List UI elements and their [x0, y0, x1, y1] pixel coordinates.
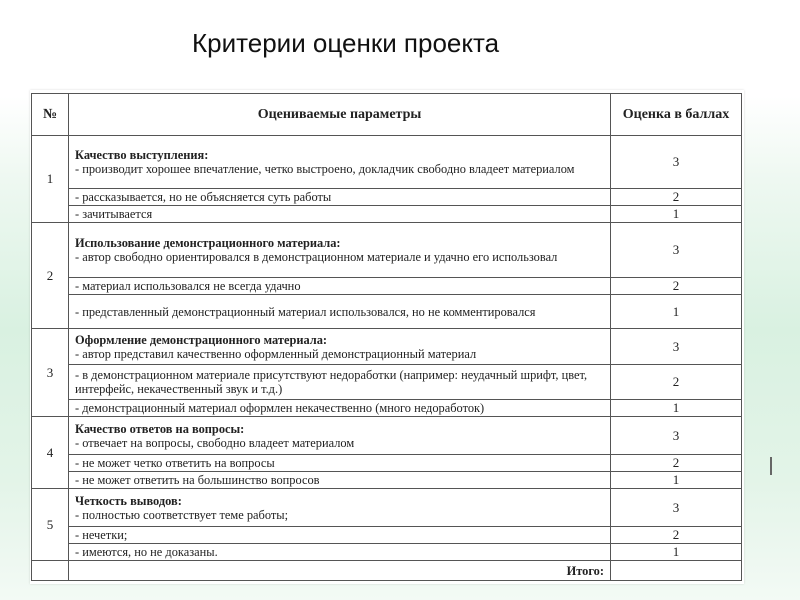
- table-row: [32, 400, 742, 417]
- criterion-description: - не может ответить на большинство вопросов: [69, 472, 611, 489]
- criterion-description: - имеются, но не доказаны.: [69, 544, 611, 561]
- table-row: [32, 206, 742, 223]
- score-cell: 2: [611, 527, 742, 544]
- criterion-title: Качество ответов на вопросы:: [75, 421, 245, 436]
- criterion-description: - производит хорошее впечатление, четко выстроено, докладчик свободно владеет материалом: [75, 162, 575, 176]
- score-cell: 1: [611, 295, 742, 329]
- criterion-description: - нечетки;: [69, 527, 611, 544]
- header-score: Оценка в баллах: [611, 94, 742, 136]
- table-row: [32, 544, 742, 561]
- criterion-number: 5: [32, 489, 69, 561]
- score-cell: 3: [611, 329, 742, 365]
- table-row: [32, 136, 742, 189]
- criterion-description: - рассказывается, но не объясняется суть работы: [69, 189, 611, 206]
- criterion-number: 3: [32, 329, 69, 417]
- total-row: [32, 561, 742, 581]
- header-parameters: Оцениваемые параметры: [69, 94, 611, 136]
- score-cell: 1: [611, 544, 742, 561]
- criterion-title: Оформление демонстрационного материала:: [75, 332, 328, 347]
- criterion-description: - демонстрационный материал оформлен некачественно (много недоработок): [69, 400, 611, 417]
- criterion-description: - материал использовался не всегда удачно: [69, 278, 611, 295]
- criterion-cell: [69, 489, 611, 527]
- criterion-cell: [69, 329, 611, 365]
- score-cell: 2: [611, 278, 742, 295]
- criterion-description: - отвечает на вопросы, свободно владеет материалом: [75, 435, 355, 450]
- score-cell: 2: [611, 365, 742, 400]
- criterion-description: - не может четко ответить на вопросы: [69, 455, 611, 472]
- criterion-cell: [69, 136, 611, 189]
- criterion-number: 1: [32, 136, 69, 223]
- criterion-title: Четкость выводов:: [75, 493, 182, 508]
- total-value: [611, 561, 742, 581]
- criterion-description: - автор представил качественно оформленный демонстрационный материал: [75, 346, 477, 361]
- table-row: [32, 365, 742, 400]
- criterion-number: 2: [32, 223, 69, 329]
- criterion-title: Качество выступления:: [75, 148, 209, 162]
- criteria-table: [31, 93, 742, 581]
- header-number: №: [32, 94, 69, 136]
- criterion-description: - представленный демонстрационный материал использовался, но не комментировался: [69, 295, 611, 329]
- criterion-description: - автор свободно ориентировался в демонстрационном материале и удачно его использовал: [75, 250, 558, 264]
- criterion-cell: [69, 417, 611, 455]
- score-cell: 1: [611, 400, 742, 417]
- table-row: [32, 489, 742, 527]
- score-cell: 2: [611, 189, 742, 206]
- total-empty-cell: [32, 561, 69, 581]
- table-row: [32, 417, 742, 455]
- score-cell: 3: [611, 489, 742, 527]
- table-header-row: [32, 94, 742, 136]
- criterion-description: - зачитывается: [69, 206, 611, 223]
- table-row: [32, 189, 742, 206]
- criterion-description: - полностью соответствует теме работы;: [75, 507, 289, 522]
- criterion-title: Использование демонстрационного материала:: [75, 236, 341, 250]
- score-cell: 1: [611, 472, 742, 489]
- scan-edge-mark: [770, 457, 772, 475]
- slide-title: Критерии оценки проекта: [192, 28, 500, 58]
- score-cell: 3: [611, 417, 742, 455]
- score-cell: 3: [611, 223, 742, 278]
- criterion-number: 4: [32, 417, 69, 489]
- table-row: [32, 295, 742, 329]
- criterion-cell: [69, 223, 611, 278]
- score-cell: 2: [611, 455, 742, 472]
- table-row: [32, 329, 742, 365]
- table-row: [32, 455, 742, 472]
- score-cell: 3: [611, 136, 742, 189]
- criterion-description: - в демонстрационном материале присутствуют недоработки (например: неудачный шрифт, цвет, интерфейс, некачественный звук и т.д.): [69, 365, 611, 400]
- document-scan: [30, 90, 744, 584]
- table-row: [32, 472, 742, 489]
- table-row: [32, 278, 742, 295]
- total-label: Итого:: [69, 561, 611, 581]
- table-row: [32, 223, 742, 278]
- table-row: [32, 527, 742, 544]
- score-cell: 1: [611, 206, 742, 223]
